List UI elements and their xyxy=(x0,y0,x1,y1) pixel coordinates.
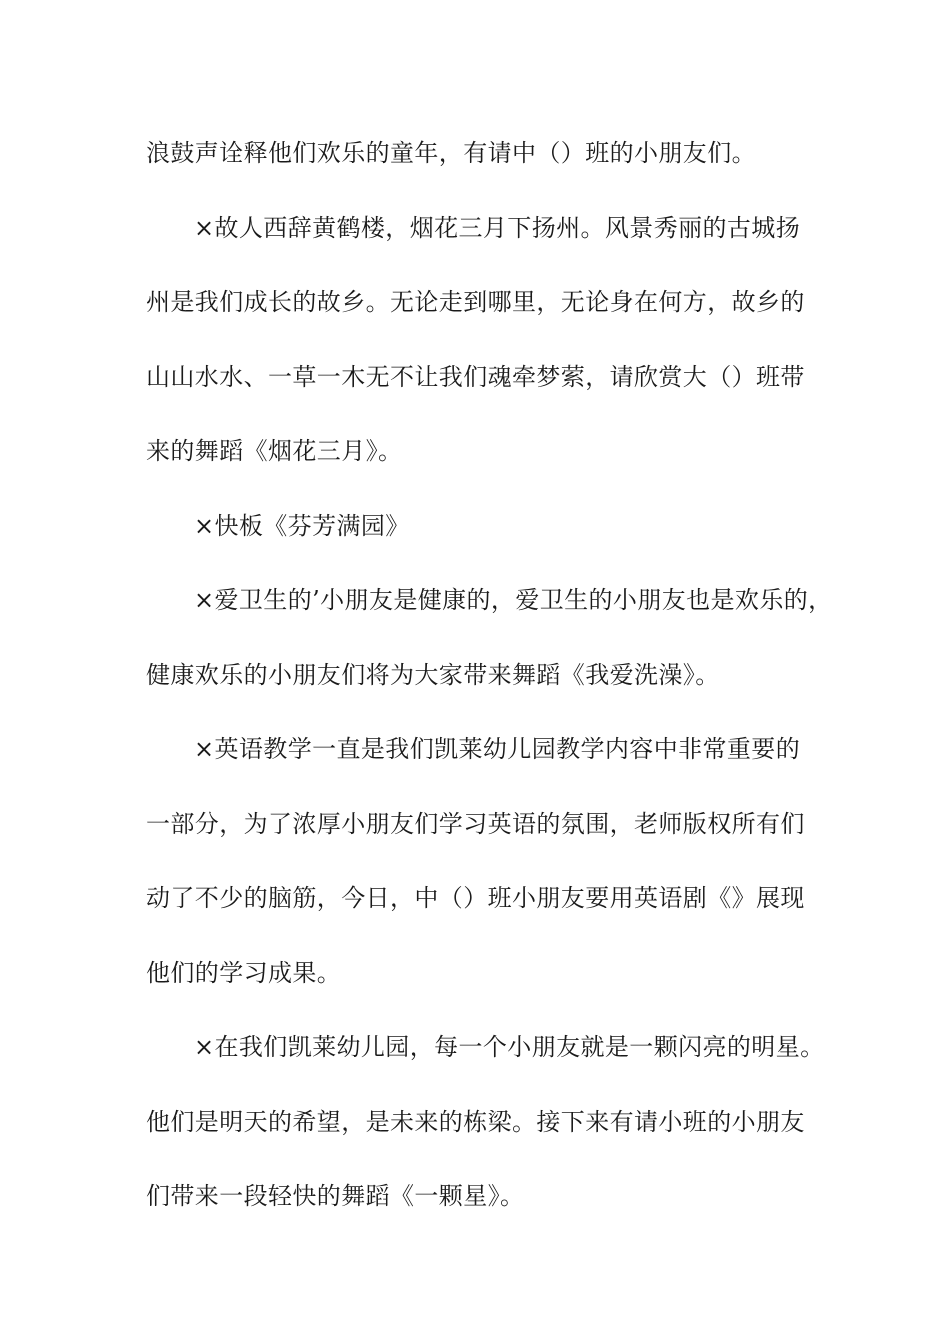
text-line: 一部分，为了浓厚小朋友们学习英语的氛围，老师版权所有们 xyxy=(146,809,805,838)
document-body xyxy=(146,128,833,1246)
text-line: 动了不少的脑筋，今日，中（）班小朋友要用英语剧《》展现 xyxy=(146,884,805,912)
text-line: ×快板《芬芳满园》 xyxy=(194,511,410,540)
text-line: 浪鼓声诠释他们欢乐的童年，有请中（）班的小朋友们。 xyxy=(146,139,756,167)
text-line: 山山水水、一草一木无不让我们魂牵梦萦，请欣赏大（）班带 xyxy=(146,362,805,391)
text-line: ×英语教学一直是我们凯莱幼儿园教学内容中非常重要的 xyxy=(194,735,801,763)
text-line: 他们的学习成果。 xyxy=(146,958,342,987)
text-line: 他们是明天的希望，是未来的栋梁。接下来有请小班的小朋友 xyxy=(146,1107,805,1136)
text-line: ×故人西辞黄鹤楼，烟花三月下扬州。风景秀丽的古城扬 xyxy=(194,213,801,242)
text-line: 们带来一段轻快的舞蹈《一颗星》。 xyxy=(146,1182,525,1210)
text-line: 来的舞蹈《烟花三月》。 xyxy=(146,437,403,465)
text-line: ×在我们凯莱幼儿园，每一个小朋友就是一颗闪亮的明星。 xyxy=(194,1033,825,1061)
text-line: 健康欢乐的小朋友们将为大家带来舞蹈《我爱洗澡》。 xyxy=(146,660,720,689)
text-line: ×爱卫生的’小朋友是健康的，爱卫生的小朋友也是欢乐的， xyxy=(194,586,833,614)
text-line: 州是我们成长的故乡。无论走到哪里，无论身在何方，故乡的 xyxy=(146,288,805,316)
